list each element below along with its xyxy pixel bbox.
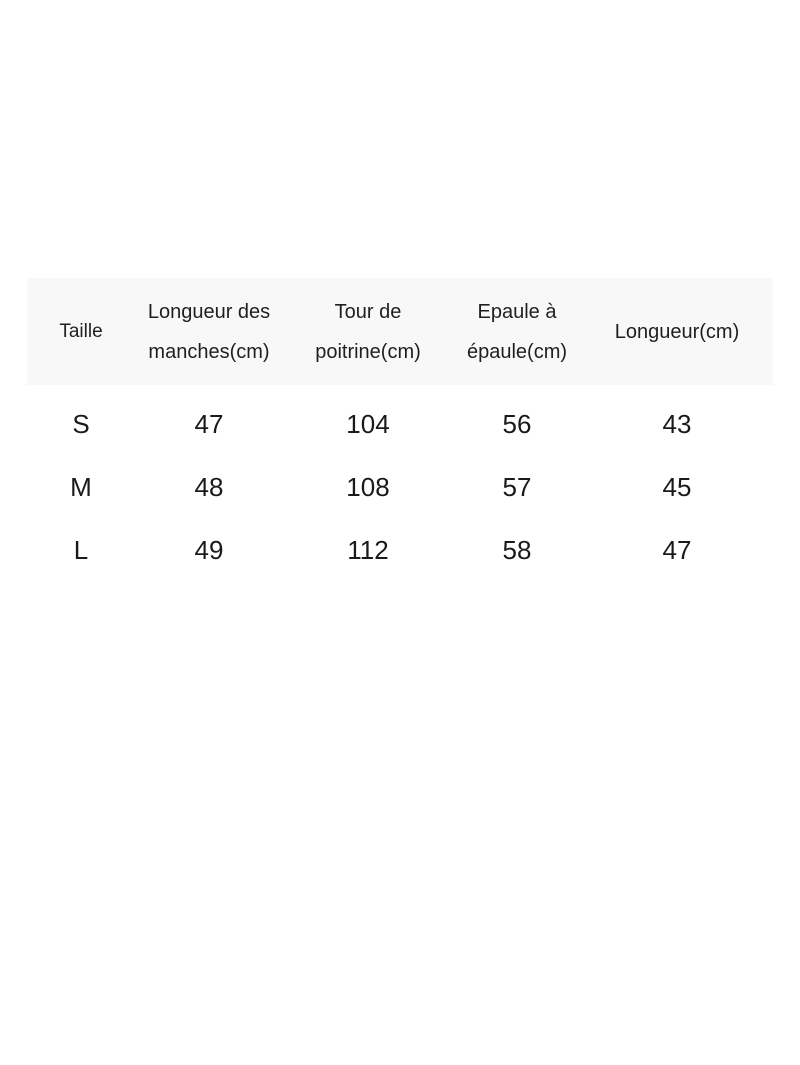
table-row bbox=[27, 456, 773, 519]
table-row bbox=[27, 519, 773, 582]
cell-value: M bbox=[70, 472, 92, 502]
cell-value: 58 bbox=[502, 535, 532, 565]
cell-value: 56 bbox=[502, 409, 532, 439]
header-length-label: Longueur(cm) bbox=[614, 320, 740, 343]
cell-shoulder bbox=[453, 519, 581, 582]
header-chest-line2: poitrine(cm) bbox=[315, 340, 421, 363]
cell-length bbox=[581, 385, 773, 456]
header-chest bbox=[283, 278, 453, 385]
cell-value: 112 bbox=[347, 535, 389, 565]
cell-size bbox=[27, 456, 135, 519]
header-chest-line1: Tour de bbox=[334, 300, 402, 323]
header-shoulder bbox=[453, 278, 581, 385]
header-sleeve-length-line1: Longueur des bbox=[147, 300, 271, 323]
cell-value: 104 bbox=[346, 409, 390, 439]
table-row bbox=[27, 385, 773, 456]
header-size bbox=[27, 278, 135, 385]
cell-length bbox=[581, 456, 773, 519]
cell-value: 47 bbox=[662, 535, 692, 565]
cell-size bbox=[27, 385, 135, 456]
cell-value: S bbox=[72, 409, 90, 439]
cell-value: 45 bbox=[662, 472, 692, 502]
cell-value: 57 bbox=[502, 472, 532, 502]
cell-shoulder bbox=[453, 456, 581, 519]
cell-value: 108 bbox=[346, 472, 390, 502]
cell-sleeve-length bbox=[135, 456, 283, 519]
header-sleeve-length bbox=[135, 278, 283, 385]
cell-value: 49 bbox=[194, 535, 224, 565]
header-shoulder-line2: épaule(cm) bbox=[466, 340, 568, 363]
cell-length bbox=[581, 519, 773, 582]
cell-value: 43 bbox=[662, 409, 692, 439]
cell-chest bbox=[283, 385, 453, 456]
cell-sleeve-length bbox=[135, 519, 283, 582]
cell-size bbox=[27, 519, 135, 582]
size-chart-header bbox=[27, 278, 773, 385]
header-length bbox=[581, 278, 773, 385]
cell-sleeve-length bbox=[135, 385, 283, 456]
header-sleeve-length-line2: manches(cm) bbox=[148, 340, 270, 363]
size-chart-table bbox=[27, 278, 773, 582]
cell-value: 48 bbox=[194, 472, 224, 502]
cell-shoulder bbox=[453, 385, 581, 456]
cell-chest bbox=[283, 456, 453, 519]
cell-value: 47 bbox=[194, 409, 224, 439]
cell-chest bbox=[283, 519, 453, 582]
header-shoulder-line1: Epaule à bbox=[477, 300, 557, 323]
header-row bbox=[27, 278, 773, 385]
size-chart-body bbox=[27, 385, 773, 582]
header-size-label: Taille bbox=[59, 320, 103, 342]
cell-value: L bbox=[73, 535, 89, 565]
